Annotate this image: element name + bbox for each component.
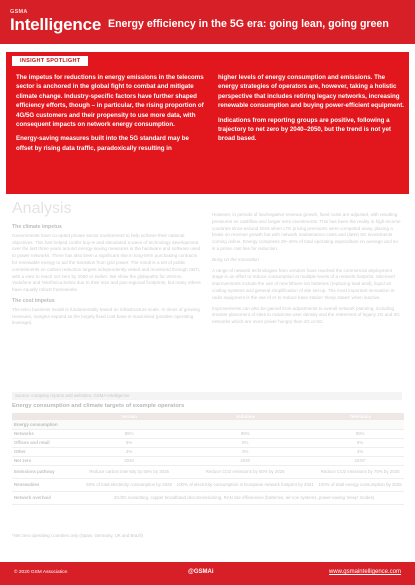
table-row-label: Renewables (12, 478, 84, 491)
table-cell: 100% of electricity consumption in European network footprint by 2021 (174, 478, 316, 491)
brand-intelligence-logo: Intelligence (10, 15, 102, 34)
table-row (12, 456, 404, 465)
body-paragraph: Improvements can also be gained from adjustments to overall network planning, including smarter placement of sites to maximise user density and the retirement of legacy 2G and 3G networks which are more power hungry than 4G or 5G. (212, 305, 400, 325)
table-cell: 3% (84, 447, 174, 456)
section-heading: The climate impetus (12, 224, 62, 230)
table-header-row (12, 413, 404, 420)
spotlight-paragraph: higher levels of energy consumption and emissions. The energy strategies of operators are, however, taking a holistic perspective that includes retiring legacy networks, increasing renewable consumption and buying power-efficient equipment. (218, 74, 404, 110)
table-row (12, 420, 404, 429)
figure-source-label: Source: company reports and websites, GSMA Intelligence (12, 392, 402, 400)
table-row-label: Networks (12, 429, 84, 438)
table-footnote: *Net zero operating countries only (Spain, Germany, UK and Brazil) (12, 533, 143, 538)
table-cell: 9% (174, 438, 316, 447)
table-row-label: Other (12, 447, 84, 456)
table-cell: 2040 (84, 456, 174, 465)
table-cell: 50% of total electricity consumption by 2025 (84, 478, 174, 491)
copyright-text: © 2020 GSM Association (14, 570, 68, 575)
table-row (12, 438, 404, 447)
table-row-label: Network overhaul (12, 491, 84, 504)
header-banner (0, 0, 415, 44)
table-body (12, 420, 404, 504)
table-cell: 88% (174, 429, 316, 438)
body-paragraph: A range of network technologies from vendors have reached the commercial deployment stage in an effort to reduce consumption at multiple levels of a network footprint. Site-level improvements include the use of new lithium-ion batteries (replacing lead acid), liquid air cooling systems and general simplification of site set-up. The most important innovation in radio equipment is the use of AI to reduce base station 'sleep states' when inactive. (212, 267, 395, 300)
table-row (12, 429, 404, 438)
body-paragraph: However, in periods of low/negative revenue growth, fixed costs are adjusted, with resulting pressures on cashflow and longer term investments. This has been the reality in high-income countries since around 2015 when LTE pricing premiums were competed away, placing a brake on revenue growth but with network maintenance costs and (later) 5G investments coming online. Energy comprises 20–40% of total operating expenditure on average and so is a prime cost line for reduction. (212, 212, 401, 251)
section-heading: The cost impetus (12, 297, 55, 304)
table-row-label: Net zero (12, 456, 84, 465)
table-row (12, 465, 404, 478)
table-cell: 2040 (174, 456, 316, 465)
table-cell: 6% (316, 438, 404, 447)
table-cell: 2040* (316, 456, 404, 465)
spotlight-paragraph: Indications from reporting groups are positive, following a trajectory to net zero by 2040–2050, but the trend is not yet broad based. (218, 116, 391, 143)
table-cell: 2G/3G sunsetting, copper broadband decommissioning, RAN site efficiencies (batteries, air-con systems, power-saving 'sleep' modes) (84, 491, 404, 504)
spotlight-paragraph: Energy-saving measures built into the 5G standard may be offset by rising data traffic, paradoxically resulting in (16, 135, 189, 152)
table-cell: 89% (84, 429, 174, 438)
table-row-label: Emissions pathway (12, 465, 84, 478)
table-cell: Reduce CO2 emissions by 70% by 2025 (316, 465, 404, 478)
table-header-cell: Vodafone (174, 413, 316, 420)
spotlight-right-column (218, 73, 406, 149)
spotlight-left-column (16, 73, 204, 158)
analysis-right-column (212, 212, 402, 330)
table-title: Energy consumption and climate targets of example operators (12, 403, 185, 409)
body-paragraph: Governments have co-opted private sector involvement to help achieve their national objectives. This has helped confer buy-in and stimulated a wave of technology development over the last three years around energy-saving measures in the hardware and software used to power networks. There has also been a significant rise in long-term purchasing contracts for renewable energy to aid the transition from grid power. The result is a set of public commitments on carbon reduction targets independently vetted and monitored through SBTi, with a view to reach net zero by 2050 or earlier. We show the glidepaths for Verizon, Vodafone and Telefónica below due to their size and pan-regional footprints, but many others have equally robust frameworks. (12, 232, 201, 293)
website-link[interactable]: www.gsmaintelligence.com (328, 569, 401, 575)
table-cell: 100% of total energy consumption by 2025 (316, 478, 404, 491)
brand-gsma-label: GSMA (10, 9, 28, 15)
operators-table (12, 413, 404, 505)
analysis-heading: Analysis (12, 200, 72, 217)
analysis-left-column (12, 222, 202, 331)
insight-spotlight-badge: INSIGHT SPOTLIGHT (12, 56, 88, 66)
table-row (12, 491, 404, 504)
body-subheading: Bring on the innovation (212, 256, 259, 262)
table-header-cell (12, 413, 84, 420)
table-section-label: Energy consumption (12, 420, 404, 429)
table-cell: 4% (316, 447, 404, 456)
footer-banner (0, 562, 415, 585)
twitter-handle[interactable]: @GSMAi (188, 569, 214, 575)
table-row-label: Offices and retail (12, 438, 84, 447)
body-paragraph: The telco business model is fundamentally based on infrastructure scale. In times of growing revenues, margins expand as the largely fixed cost base is maximised (positive operating leverage). (12, 306, 200, 326)
table-cell: Reduce carbon intensity by 50% by 2025 (84, 465, 174, 478)
table-cell: Reduce CO2 emissions by 50% by 2025 (174, 465, 316, 478)
table-row (12, 447, 404, 456)
insight-spotlight-panel (6, 52, 409, 194)
table-cell: 90% (316, 429, 404, 438)
page-title: Energy efficiency in the 5G era: going lean, going green (108, 18, 389, 30)
table-cell: 8% (84, 438, 174, 447)
table-row (12, 478, 404, 491)
spotlight-paragraph: The impetus for reductions in energy emissions in the telecoms sector is anchored in the global fight to combat and mitigate climate change. Industry-specific factors have further shaped efficiency efforts, though – in particular, the rising proportion of 4G/5G customers and their propensity to use more data, with consequent impacts on network energy consumption. (16, 74, 204, 129)
table-header-cell: Verizon (84, 413, 174, 420)
table-cell: 3% (174, 447, 316, 456)
table-header-cell: Telefónica (316, 413, 404, 420)
